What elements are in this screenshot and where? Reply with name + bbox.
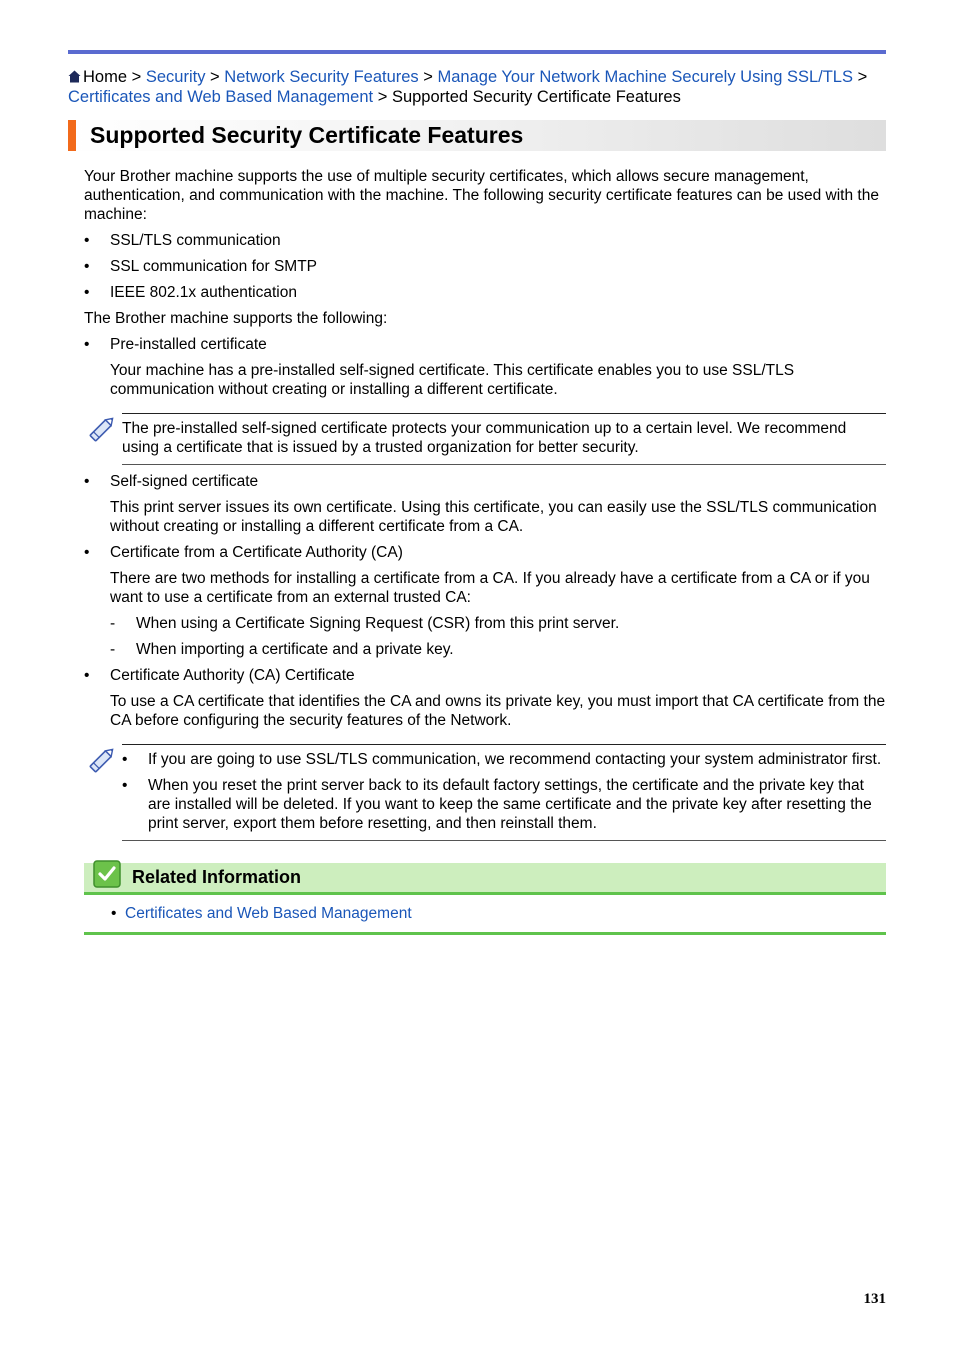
bullet-dot: •	[122, 751, 128, 768]
cert-type-item	[84, 335, 886, 354]
bullet-dot: •	[122, 777, 128, 794]
page-number: 131	[863, 1291, 886, 1307]
bullet-dot: •	[84, 258, 90, 275]
breadcrumb-link-network-security-features[interactable]: Network Security Features	[224, 68, 419, 86]
cert-type-description: This print server issues its own certificate. Using this certificate, you can easily use the SSL/TLS communication without creating or installing a different certificate from a CA.	[110, 499, 877, 535]
bullet-dot: •	[84, 544, 90, 561]
related-header	[84, 863, 886, 895]
page-title: Supported Security Certificate Features	[90, 122, 524, 148]
breadcrumb	[68, 67, 868, 107]
note-box	[84, 744, 886, 841]
intro-paragraph: Your Brother machine supports the use of multiple security certificates, which allows secure management, authentication, and communication with the machine. The following security certificate features can be used with the machine:	[84, 168, 879, 223]
breadcrumb-separator: >	[210, 68, 220, 86]
note-item	[122, 750, 886, 769]
feature-item	[84, 257, 886, 276]
related-title: Related Information	[132, 867, 302, 887]
note-box	[84, 413, 886, 465]
note-text: The pre-installed self-signed certificate protects your communication up to a certain level. We recommend using a certificate that is issued by a trusted organization for better security.	[122, 420, 847, 456]
main-content	[84, 167, 886, 935]
note-body	[122, 744, 886, 841]
checkmark-icon	[93, 860, 121, 888]
cert-type-description: Your machine has a pre-installed self-signed certificate. This certificate enables you to use SSL/TLS communication without creating or installing a different certificate.	[110, 362, 795, 398]
feature-label: IEEE 802.1x authentication	[110, 284, 297, 301]
method-text: When importing a certificate and a private key.	[136, 641, 454, 658]
cert-type-label: Self-signed certificate	[110, 473, 259, 490]
cert-type-item	[84, 543, 886, 562]
related-list	[84, 895, 886, 935]
breadcrumb-link-manage-network-machine[interactable]: Manage Your Network Machine Securely Using SSL/​TLS	[437, 68, 853, 86]
breadcrumb-separator: >	[377, 88, 388, 106]
method-item	[84, 640, 886, 659]
bullet-dot: •	[84, 473, 90, 490]
breadcrumb-link-security[interactable]: Security	[145, 68, 206, 86]
note-item-text: When you reset the print server back to its default factory settings, the certificate and the private key that are installed will be deleted. If you want to keep the same certificate and the private key after resetting the print server, export them before resetting, and then reinstall them.	[148, 777, 872, 832]
note-body	[122, 413, 886, 465]
method-item	[84, 614, 886, 633]
supports-label: The Brother machine supports the following:	[84, 310, 388, 327]
title-bar	[68, 120, 886, 151]
breadcrumb-separator: >	[423, 68, 433, 86]
dash-mark: -	[110, 641, 116, 658]
title-accent	[68, 120, 76, 151]
breadcrumb-separator: >	[857, 68, 868, 86]
feature-label: SSL/TLS communication	[110, 232, 281, 249]
cert-type-item	[84, 666, 886, 685]
feature-item	[84, 231, 886, 250]
method-text: When using a Certificate Signing Request (CSR) from this print server.	[136, 615, 620, 632]
home-icon	[68, 70, 81, 83]
cert-type-label: Certificate Authority (CA) Certificate	[110, 667, 355, 684]
cert-type-item	[84, 472, 886, 491]
bullet-dot: •	[84, 284, 90, 301]
breadcrumb-current: Supported Security Certificate Features	[391, 88, 681, 106]
related-information	[84, 863, 886, 935]
pencil-icon	[86, 413, 118, 445]
note-item-text: If you are going to use SSL/TLS communication, we recommend contacting your system administrator first.	[148, 751, 882, 768]
bullet-dot: •	[84, 336, 90, 353]
cert-type-description: To use a CA certificate that identifies the CA and owns its private key, you must import that CA certificate from the CA before configuring the security features of the Network.	[110, 693, 886, 729]
cert-type-label: Pre-installed certificate	[110, 336, 267, 353]
feature-item	[84, 283, 886, 302]
breadcrumb-link-certificates-web-management[interactable]: Certificates and Web Based Management	[68, 88, 374, 106]
related-link-certificates-web-management[interactable]: Certificates and Web Based Management	[125, 905, 412, 922]
pencil-icon	[86, 744, 118, 776]
cert-type-description: There are two methods for installing a certificate from a CA. If you already have a certificate from a CA or if you want to use a certificate from an external trusted CA:	[110, 570, 870, 606]
bullet-dot: •	[84, 232, 90, 249]
feature-label: SSL communication for SMTP	[110, 258, 318, 275]
breadcrumb-separator: >	[131, 68, 142, 86]
dash-mark: -	[110, 615, 116, 632]
bullet-dot: •	[111, 905, 117, 922]
top-rule	[68, 50, 886, 54]
note-item	[122, 776, 886, 833]
cert-type-label: Certificate from a Certificate Authority (CA)	[110, 544, 403, 561]
breadcrumb-home[interactable]: Home	[83, 68, 128, 86]
bullet-dot: •	[84, 667, 90, 684]
